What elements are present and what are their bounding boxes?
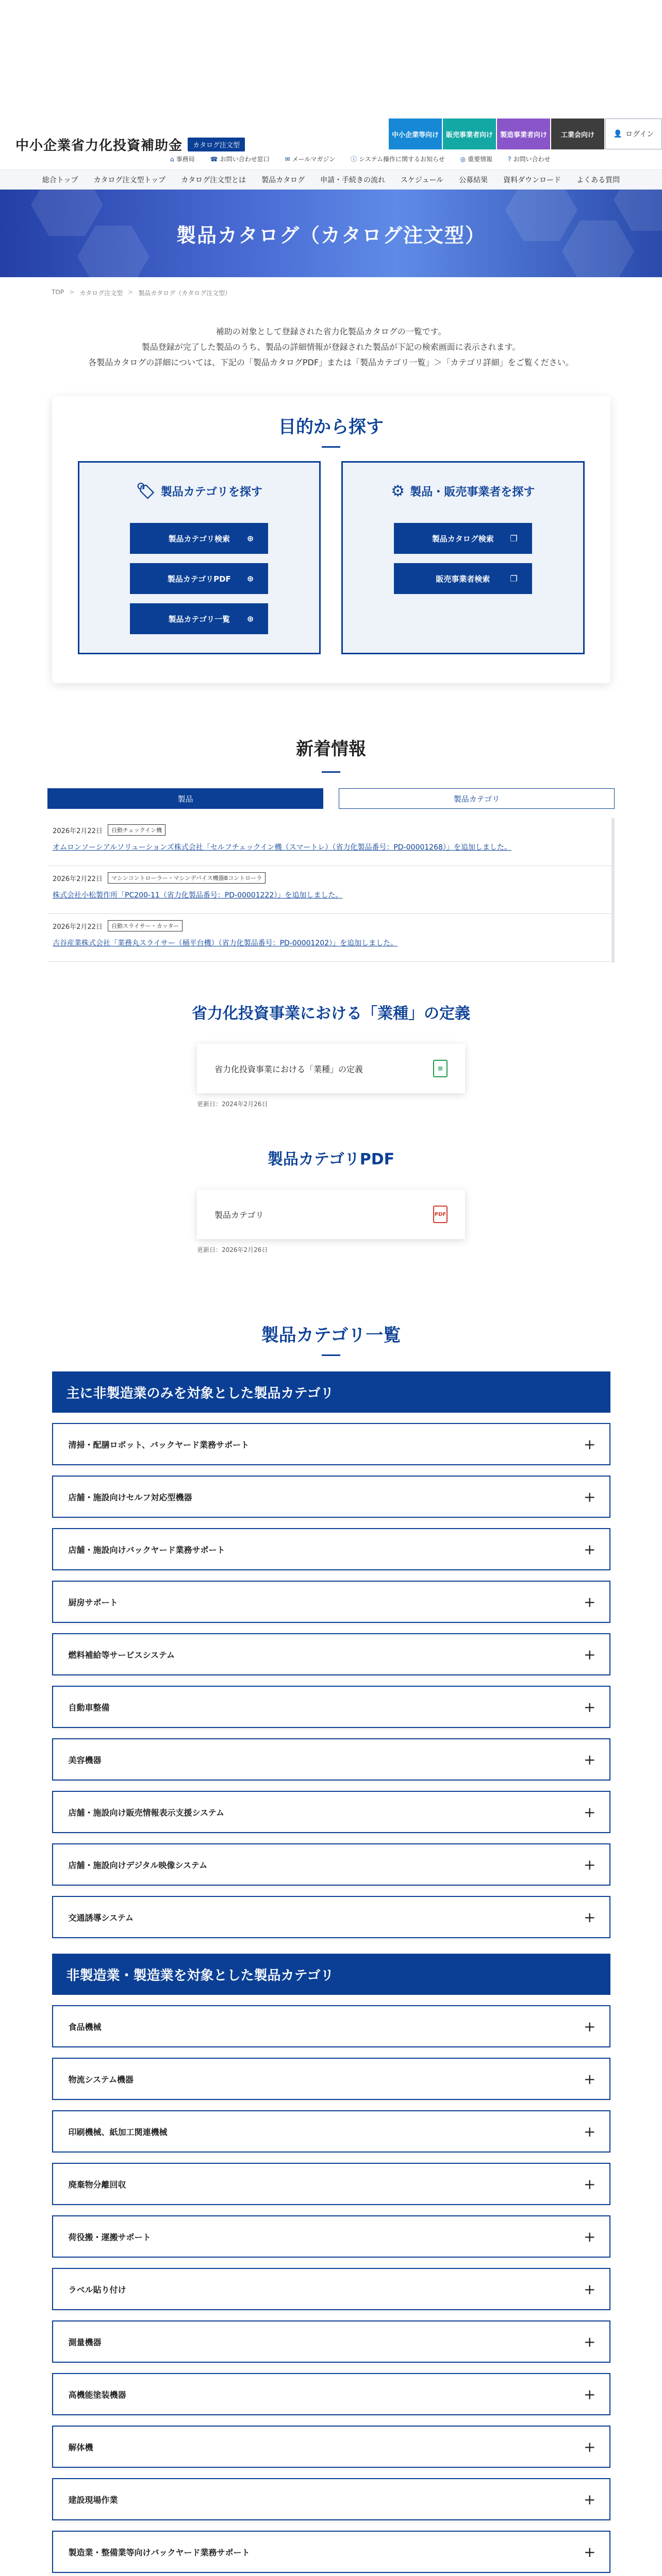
plus-icon: +: [584, 1751, 596, 1768]
utility-link-office[interactable]: ⌂ 事務局: [170, 155, 195, 163]
news-link[interactable]: 株式会社小松製作所「PC200-11（省力化製品番号：PD-00001222）」を追加しました。: [53, 891, 343, 900]
plus-icon: +: [584, 1540, 596, 1558]
category-accordion-label: 製造業・整備業等向けバックヤード業務サポート: [68, 2547, 250, 2557]
product-search-heading: [391, 482, 535, 500]
category-list-title: 製品カテゴリ一覧: [261, 1325, 401, 1346]
title-underline: [322, 771, 340, 773]
category-pdf-button[interactable]: 製品カテゴリPDF ⊕: [130, 563, 268, 594]
info-icon: ⓘ: [351, 156, 357, 163]
category-accordion-item[interactable]: [52, 2110, 610, 2153]
title-underline: [322, 1354, 340, 1356]
product-search-heading-label: 製品・販売事業者を探す: [410, 486, 535, 499]
plus-icon: +: [584, 1435, 596, 1453]
gnav-item-results[interactable]: 公募結果: [459, 176, 488, 184]
gnav-item-top[interactable]: 総合トップ: [42, 176, 78, 184]
news-date: 2026年2月22日: [53, 827, 103, 835]
industry-definition-section: [0, 1001, 662, 1108]
category-accordion-label: 交通誘導システム: [68, 1912, 134, 1923]
gnav-item-faq[interactable]: よくある質問: [576, 176, 620, 184]
category-accordion-item[interactable]: [52, 2005, 610, 2047]
home-icon: ⌂: [170, 155, 174, 163]
gnav-item-schedule[interactable]: スケジュール: [401, 176, 444, 184]
plus-icon: +: [584, 2333, 596, 2350]
user-icon: 👤: [613, 130, 623, 138]
page-title: 製品カタログ（カタログ注文型）: [176, 224, 486, 247]
category-pdf-card[interactable]: [197, 1190, 465, 1239]
category-accordion-item[interactable]: [52, 2320, 610, 2363]
utility-link-important[interactable]: ◎ 重要情報: [460, 155, 493, 163]
category-accordion-label: 美容機器: [68, 1755, 102, 1765]
list-item: [47, 818, 611, 866]
news-link[interactable]: 古谷産業株式会社「業務丸スライサー（桶平台機）（省力化製品番号：PD-00001202）」を追加しました。: [53, 939, 398, 947]
arrow-circle-icon: ⊕: [246, 573, 254, 584]
category-accordion-label: 店舗・施設向け販売情報表示支援システム: [68, 1807, 224, 1818]
category-group: [52, 1371, 610, 1938]
utility-links: [170, 155, 551, 163]
arrow-circle-icon: ⊕: [246, 533, 254, 544]
utility-link-inquiry[interactable]: ? お問い合わせ: [508, 155, 551, 163]
category-accordion-label: 廃棄物分離回収: [68, 2179, 126, 2190]
news-section: [0, 735, 662, 962]
utility-link-newsletter[interactable]: ✉ メールマガジン: [285, 155, 336, 163]
category-search-box: [78, 461, 321, 654]
hero-banner: [0, 190, 662, 277]
news-link[interactable]: オムロンソーシアルソリューションズ株式会社「セルフチェックイン機（スマートレ）（省力化製品番号：PD-00001268）」を追加しました。: [53, 843, 511, 852]
news-title: 新着情報: [296, 739, 366, 759]
category-groups: [0, 1371, 662, 2576]
news-tag: 自動スライサー・カッター: [108, 920, 183, 931]
plus-icon: +: [584, 1803, 596, 1821]
category-pdf-card-label: 製品カテゴリ: [214, 1210, 264, 1220]
plus-icon: +: [584, 1856, 596, 1873]
category-accordion-item[interactable]: [52, 1423, 610, 1465]
audience-seller-button[interactable]: 販売事業者向け: [443, 118, 496, 149]
breadcrumb-current: 製品カタログ（カタログ注文型）: [138, 290, 231, 297]
breadcrumb-separator: >: [128, 289, 134, 296]
category-accordion-label: 店舗・施設向けバックヤード業務サポート: [68, 1545, 225, 1555]
plus-icon: +: [584, 2175, 596, 2193]
definition-updated: 更新日：2024年2月26日: [197, 1100, 268, 1108]
gnav-item-catalog[interactable]: 製品カタログ: [261, 176, 305, 184]
title-underline: [322, 446, 340, 448]
plus-icon: +: [584, 2280, 596, 2298]
login-button[interactable]: [605, 118, 662, 149]
category-pdf-updated: 更新日：2026年2月26日: [197, 1246, 268, 1253]
gnav-item-flow[interactable]: 申請・手続きの流れ: [320, 176, 385, 184]
category-accordion-item[interactable]: [52, 2163, 610, 2205]
tab-products[interactable]: 製品: [47, 788, 323, 809]
category-accordion-item[interactable]: [52, 1528, 610, 1570]
plus-icon: +: [584, 2490, 596, 2508]
category-group-heading: 非製造業・製造業を対象とした製品カテゴリ: [52, 1954, 610, 1995]
category-accordion-label: 建設現場作業: [68, 2495, 118, 2505]
breadcrumb-top[interactable]: TOP: [52, 289, 64, 296]
gnav-item-about[interactable]: カタログ注文型とは: [181, 176, 246, 184]
plus-icon: +: [584, 2385, 596, 2403]
category-accordion-label: 高機能塗装機器: [68, 2389, 126, 2400]
category-accordion-item[interactable]: [52, 2426, 610, 2468]
bell-icon: ◎: [460, 155, 466, 163]
list-item: [47, 914, 611, 962]
news-tag: マシンコントローラー・マシンデバイス機器Bコントローラ: [108, 872, 266, 884]
utility-link-contact-window[interactable]: ☎ お問い合わせ窓口: [210, 155, 270, 163]
category-accordion-item[interactable]: [52, 2478, 610, 2520]
plus-icon: +: [584, 2070, 596, 2088]
tab-product-categories[interactable]: 製品カテゴリ: [339, 788, 615, 809]
utility-link-system-info[interactable]: ⓘ システム操作に関するお知らせ: [351, 156, 445, 163]
category-accordion-label: 解体機: [68, 2442, 93, 2452]
news-date: 2026年2月22日: [53, 923, 103, 931]
category-search-heading-label: 製品カテゴリを探す: [160, 486, 262, 499]
category-group-heading: 主に非製造業のみを対象とした製品カテゴリ: [52, 1371, 610, 1413]
purpose-title: 目的から探す: [278, 417, 384, 437]
intro-text: [0, 324, 662, 370]
category-accordion-label: 荷役搬・運搬サポート: [68, 2232, 151, 2242]
category-pdf-section: [0, 1146, 662, 1254]
definition-card[interactable]: [197, 1044, 465, 1093]
category-accordion-item[interactable]: [52, 2531, 610, 2573]
news-tag: 自動チェックイン機: [108, 824, 166, 836]
category-accordion-item[interactable]: [52, 1843, 610, 1886]
global-nav: [0, 170, 662, 190]
category-accordion-item[interactable]: [52, 1686, 610, 1728]
category-accordion-item[interactable]: [52, 2268, 610, 2310]
audience-sme-button[interactable]: 中小企業等向け: [389, 118, 442, 149]
category-accordion-label: 食品機械: [68, 2022, 102, 2032]
tag-icon: 🏷: [136, 482, 156, 500]
category-accordion-label: 店舗・施設向けセルフ対応型機器: [68, 1492, 192, 1502]
product-catalog-search-button[interactable]: 製品カタログ検索 ❐: [394, 523, 532, 554]
category-accordion-item[interactable]: [52, 2215, 610, 2258]
audience-nav: [389, 118, 662, 149]
audience-association-button[interactable]: 工業会向け: [551, 118, 604, 149]
window-icon: ❐: [510, 573, 518, 584]
plus-icon: +: [584, 1908, 596, 1926]
category-accordion-label: 測量機器: [68, 2337, 102, 2347]
breadcrumb-catalog-type[interactable]: カタログ注文型: [79, 290, 123, 297]
product-search-box: [341, 461, 585, 654]
plus-icon: +: [584, 2543, 596, 2561]
news-tabs: [47, 788, 615, 809]
plus-icon: +: [584, 2438, 596, 2455]
brand[interactable]: [15, 135, 245, 154]
intro-line: 各製品カタログの詳細については、下記の「製品カタログPDF」または「製品カテゴリ一覧」＞「カテゴリ詳細」をご覧ください。: [88, 358, 574, 367]
question-icon: ?: [508, 155, 511, 163]
phone-icon: ☎: [210, 155, 218, 163]
site-header: [0, 103, 662, 170]
category-list-section: [0, 1321, 662, 1356]
intro-line: 製品登録が完了した製品のうち、製品の詳細情報が登録された製品が下記の検索画面に表示されます。: [141, 342, 521, 352]
definition-title: 省力化投資事業における「業種」の定義: [192, 1005, 470, 1023]
breadcrumb-separator: >: [69, 289, 75, 296]
plus-icon: +: [584, 1698, 596, 1716]
category-accordion-label: 清掃・配膳ロボット、バックヤード業務サポート: [68, 1439, 250, 1450]
category-search-button[interactable]: 製品カテゴリ検索 ⊕: [130, 523, 268, 554]
category-group: [52, 1954, 610, 2576]
login-label: ログイン: [625, 130, 654, 139]
category-accordion-label: 物流システム機器: [68, 2074, 134, 2084]
seller-search-button[interactable]: 販売事業者検索 ❐: [394, 563, 532, 594]
category-search-heading: [136, 482, 262, 500]
gnav-item-catalog-top[interactable]: カタログ注文型トップ: [93, 176, 166, 184]
document-icon: ≡: [433, 1060, 448, 1077]
category-accordion-item[interactable]: [52, 1791, 610, 1833]
intro-line: 補助の対象として登録された省力化製品カタログの一覧です。: [216, 327, 446, 336]
category-accordion-label: ラベル貼り付け: [68, 2284, 126, 2295]
top-space: [0, 0, 662, 103]
category-accordion-label: 燃料補給等サービスシステム: [68, 1650, 175, 1660]
gnav-item-downloads[interactable]: 資料ダウンロード: [503, 176, 561, 184]
catalog-type-badge: カタログ注文型: [188, 138, 245, 151]
category-accordion-item[interactable]: [52, 1896, 610, 1938]
breadcrumb: [0, 277, 662, 297]
plus-icon: +: [584, 1488, 596, 1505]
category-accordion-label: 自動車整備: [68, 1702, 110, 1713]
category-accordion-item[interactable]: [52, 1581, 610, 1623]
purpose-search-panel: [52, 396, 610, 683]
arrow-circle-icon: ⊕: [246, 614, 254, 624]
category-pdf-title: 製品カテゴリPDF: [267, 1150, 395, 1168]
category-accordion-label: 印刷機械、紙加工関連機械: [68, 2127, 168, 2137]
category-accordion-item[interactable]: [52, 2373, 610, 2415]
category-accordion-item[interactable]: [52, 1738, 610, 1781]
plus-icon: +: [584, 2018, 596, 2035]
plus-icon: +: [584, 2123, 596, 2140]
category-accordion-label: 厨房サポート: [68, 1597, 118, 1607]
news-date: 2026年2月22日: [53, 875, 103, 883]
category-accordion-label: 店舗・施設向けデジタル映像システム: [68, 1860, 207, 1870]
list-item: [47, 866, 611, 914]
news-list[interactable]: [47, 818, 615, 962]
category-accordion-item[interactable]: [52, 2058, 610, 2100]
plus-icon: +: [584, 1646, 596, 1663]
definition-card-label: 省力化投資事業における「業種」の定義: [214, 1064, 363, 1074]
category-list-button[interactable]: 製品カテゴリ一覧 ⊕: [130, 603, 268, 634]
purpose-boxes: [78, 461, 585, 654]
gear-search-icon: ⚙: [391, 482, 405, 500]
site-title[interactable]: 中小企業省力化投資補助金: [15, 138, 183, 154]
category-accordion-item[interactable]: [52, 1476, 610, 1518]
audience-maker-button[interactable]: 製造事業者向け: [497, 118, 550, 149]
plus-icon: +: [584, 1593, 596, 1611]
plus-icon: +: [584, 2228, 596, 2245]
window-icon: ❐: [510, 533, 518, 544]
mail-icon: ✉: [285, 155, 290, 163]
pdf-icon: PDF: [433, 1206, 448, 1223]
category-accordion-item[interactable]: [52, 1633, 610, 1675]
